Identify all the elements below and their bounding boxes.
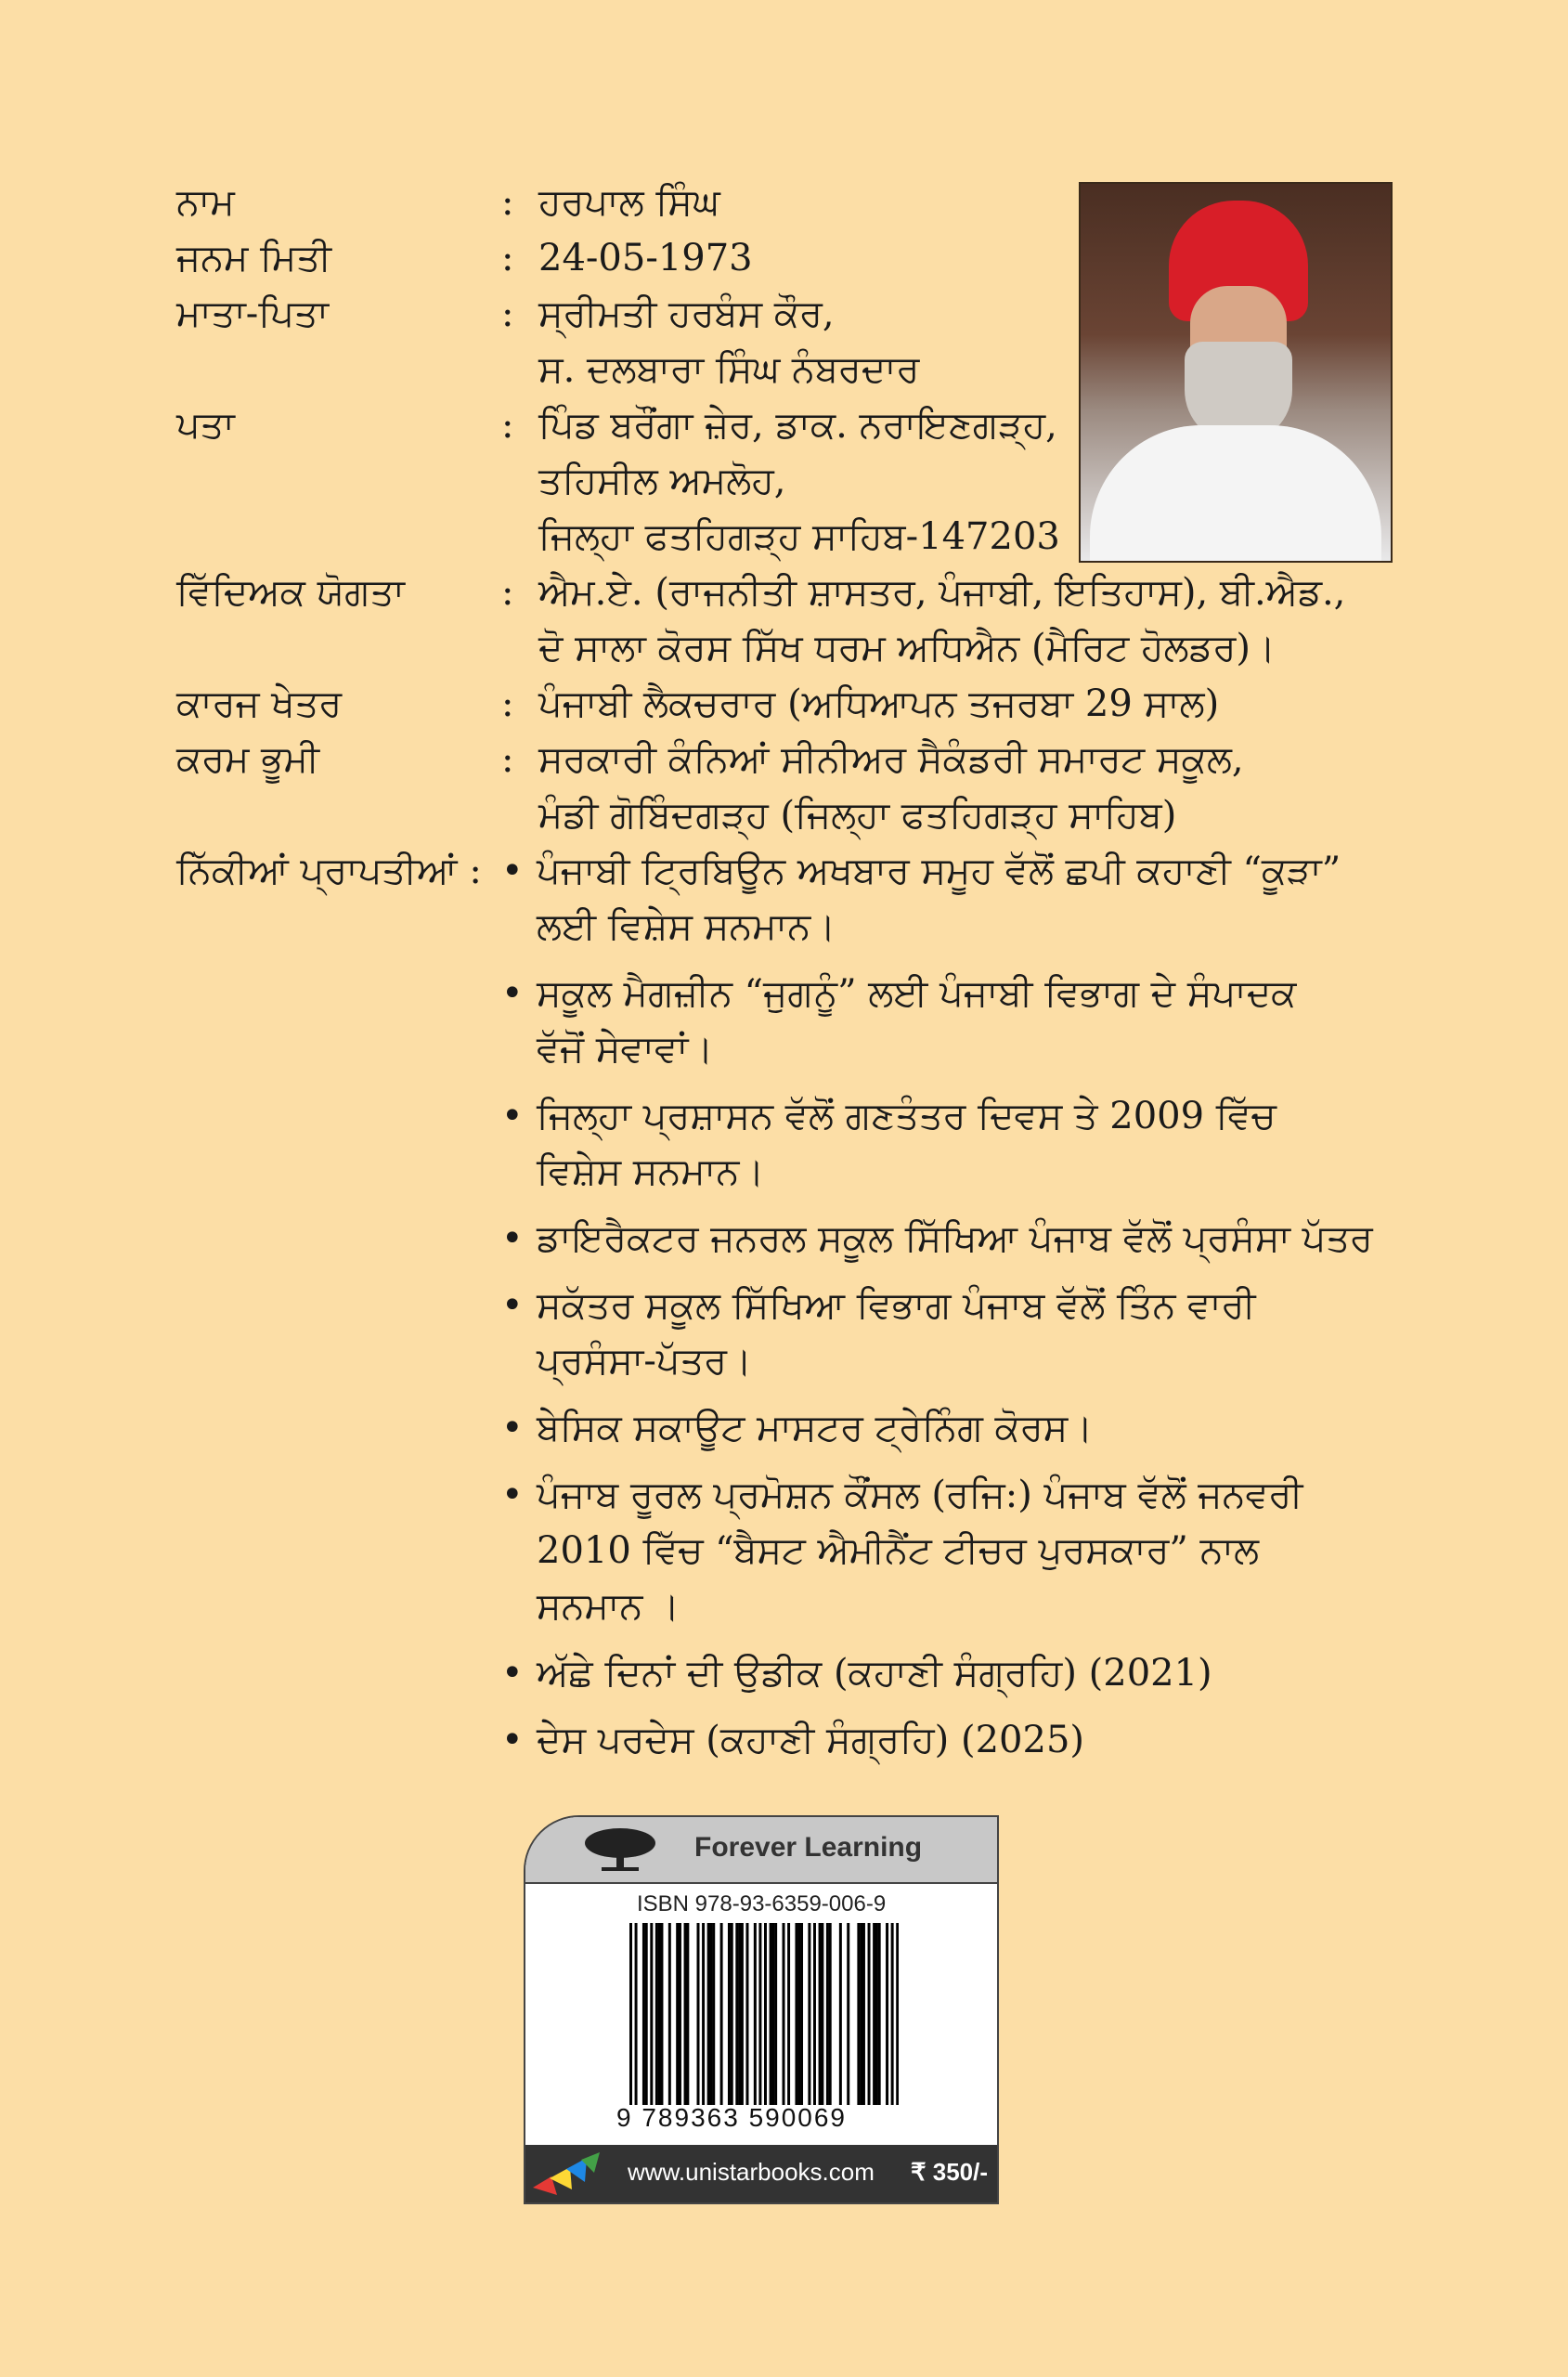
achievement-item bbox=[501, 1645, 1393, 1701]
achievement-line: ਪ੍ਰਸੰਸਾ-ਪੱਤਰ। bbox=[537, 1340, 752, 1383]
barcode-bar bbox=[795, 1923, 797, 2105]
isbn-barcode-box bbox=[524, 1815, 999, 2204]
barcode-header bbox=[525, 1817, 997, 1884]
barcode-footer bbox=[525, 2145, 997, 2202]
barcode-bar bbox=[707, 1923, 710, 2105]
barcode-bar bbox=[635, 1923, 638, 2105]
achievement-line: ਬੇਸਿਕ ਸਕਾਊਟ ਮਾਸਟਰ ਟ੍ਰੇਨਿੰਗ ਕੋਰਸ। bbox=[537, 1407, 1094, 1449]
colon: : bbox=[501, 571, 514, 614]
education-line: ਦੋ ਸਾਲਾ ਕੋਰਸ ਸਿੱਖ ਧਰਮ ਅਧਿਐਨ (ਮੈਰਿਟ ਹੋਲਡਰ)। bbox=[538, 627, 1276, 669]
barcode-bar bbox=[754, 1923, 757, 2105]
barcode-bar bbox=[774, 1923, 777, 2105]
barcode-bar bbox=[642, 1923, 645, 2105]
barcode-bars bbox=[629, 1923, 899, 2105]
tree-icon bbox=[583, 1826, 657, 1873]
workplace-line: ਸਰਕਾਰੀ ਕੰਨਿਆਂ ਸੀਨੀਅਰ ਸੈਕੰਡਰੀ ਸਮਾਰਟ ਸਕੂਲ, bbox=[538, 738, 1244, 781]
barcode-bar bbox=[709, 1923, 712, 2105]
address-line: ਤਹਿਸੀਲ ਅਮਲੋਹ, bbox=[538, 460, 786, 502]
achievement-item bbox=[501, 1278, 1393, 1389]
achievement-item bbox=[501, 966, 1393, 1077]
education-line: ਐਮ.ਏ. (ਰਾਜਨੀਤੀ ਸ਼ਾਸਤਰ, ਪੰਜਾਬੀ, ਇਤਿਹਾਸ), ਬੀ.ਐਡ., bbox=[538, 571, 1346, 614]
bio-row-work bbox=[176, 676, 1402, 732]
barcode-bar bbox=[813, 1923, 816, 2105]
education-label: ਵਿੱਦਿਅਕ ਯੋਗਤਾ bbox=[176, 571, 405, 614]
work-value: ਪੰਜਾਬੀ ਲੈਕਚਰਾਰ (ਅਧਿਆਪਨ ਤਜਰਬਾ 29 ਸਾਲ) bbox=[538, 682, 1220, 725]
dob-label: ਜਨਮ ਮਿਤੀ bbox=[176, 237, 331, 279]
achievement-item bbox=[501, 1088, 1393, 1200]
achievement-line: ਪੰਜਾਬੀ ਟ੍ਰਿਬਿਊਨ ਅਖਬਾਰ ਸਮੂਹ ਵੱਲੋਂ ਛਪੀ ਕਹਾਣੀ “ਕੂੜਾ” bbox=[537, 850, 1341, 892]
bullet-icon: • bbox=[501, 1217, 524, 1260]
barcode-bar bbox=[783, 1923, 785, 2105]
name-label: ਨਾਮ bbox=[176, 181, 235, 224]
achievement-line: ਸਨਮਾਨ । bbox=[537, 1585, 680, 1628]
barcode-bar bbox=[679, 1923, 681, 2105]
barcode-bar bbox=[764, 1923, 767, 2105]
address-line: ਪਿੰਡ ਬਰੌਂਗਾ ਜ਼ੇਰ, ਡਾਕ. ਨਰਾਇਣਗੜ੍ਹ, bbox=[538, 404, 1057, 447]
bullet-icon: • bbox=[501, 850, 524, 892]
achievement-line: ਅੱਛੇ ਦਿਨਾਂ ਦੀ ਉਡੀਕ (ਕਹਾਣੀ ਸੰਗ੍ਰਹਿ) (2021) bbox=[537, 1652, 1212, 1695]
isbn-text: ISBN 978-93-6359-006-9 bbox=[637, 1891, 887, 1916]
barcode-bar bbox=[686, 1923, 689, 2105]
parents-line: ਸ੍ਰੀਮਤੀ ਹਰਬੰਸ ਕੌਰ, bbox=[538, 292, 835, 335]
barcode-bar bbox=[847, 1923, 849, 2105]
barcode-bar bbox=[771, 1923, 774, 2105]
barcode-bar bbox=[758, 1923, 761, 2105]
achievement-line: ਪੰਜਾਬ ਰੂਰਲ ਪ੍ਰਮੋਸ਼ਨ ਕੌਂਸਲ (ਰਜਿ:) ਪੰਜਾਬ ਵੱਲੋਂ ਜਨਵਰੀ bbox=[537, 1474, 1303, 1516]
publisher-website: www.unistarbooks.com bbox=[628, 2158, 875, 2186]
barcode-bar bbox=[873, 1923, 875, 2105]
bullet-icon: • bbox=[501, 1474, 524, 1516]
achievement-line: 2010 ਵਿੱਚ “ਬੈਸਟ ਐਮੀਨੈਂਟ ਟੀਚਰ ਪੁਰਸਕਾਰ” ਨਾਲ bbox=[537, 1529, 1260, 1572]
achievement-line: ਸਕੱਤਰ ਸਕੂਲ ਸਿੱਖਿਆ ਵਿਭਾਗ ਪੰਜਾਬ ਵੱਲੋਂ ਤਿੰਨ ਵਾਰੀ bbox=[537, 1284, 1256, 1327]
barcode-bar bbox=[650, 1923, 653, 2105]
barcode-bar bbox=[655, 1923, 658, 2105]
barcode-bar bbox=[745, 1923, 748, 2105]
barcode-bar bbox=[658, 1923, 661, 2105]
barcode-bar bbox=[826, 1923, 829, 2105]
barcode-bar bbox=[886, 1923, 888, 2105]
achievement-item bbox=[501, 1467, 1393, 1634]
achievement-item bbox=[501, 1400, 1393, 1456]
achievement-line: ਡਾਇਰੈਕਟਰ ਜਨਰਲ ਸਕੂਲ ਸਿੱਖਿਆ ਪੰਜਾਬ ਵੱਲੋਂ ਪ੍ਰਸੰਸਾ ਪੱਤਰ bbox=[537, 1217, 1373, 1260]
achievement-line: ਲਈ ਵਿਸ਼ੇਸ ਸਨਮਾਨ। bbox=[537, 905, 836, 948]
bullet-icon: • bbox=[501, 972, 524, 1015]
barcode-bar bbox=[702, 1923, 705, 2105]
colon: : bbox=[501, 292, 514, 335]
barcode-bar bbox=[860, 1923, 862, 2105]
barcode-bar bbox=[697, 1923, 700, 2105]
shirt-shape bbox=[1090, 425, 1381, 563]
achievements-list bbox=[501, 843, 1393, 1779]
achievement-line: ਦੇਸ ਪਰਦੇਸ (ਕਹਾਣੀ ਸੰਗ੍ਰਹਿ) (2025) bbox=[537, 1719, 1084, 1761]
bio-row-achievements bbox=[176, 843, 1402, 1779]
barcode-bar bbox=[839, 1923, 842, 2105]
price-label: ₹ 350/- bbox=[910, 2158, 988, 2186]
bullet-icon: • bbox=[501, 1095, 524, 1137]
barcode-bar bbox=[862, 1923, 865, 2105]
achievement-line: ਵੱਜੋਂ ਸੇਵਾਵਾਂ। bbox=[537, 1028, 714, 1071]
colon: : bbox=[501, 682, 514, 725]
author-photo bbox=[1079, 182, 1393, 563]
bullet-icon: • bbox=[501, 1407, 524, 1449]
publisher-logo-icon bbox=[529, 2150, 603, 2199]
workplace-line: ਮੰਡੀ ਗੋਬਿੰਦਗੜ੍ਹ (ਜਿਲ੍ਹਾ ਫਤਹਿਗੜ੍ਹ ਸਾਹਿਬ) bbox=[538, 794, 1177, 837]
colon: : bbox=[501, 237, 514, 279]
barcode-bar bbox=[821, 1923, 823, 2105]
achievement-item bbox=[501, 1211, 1393, 1266]
parents-line: ਸ. ਦਲਬਾਰਾ ਸਿੰਘ ਨੰਬਰਦਾਰ bbox=[538, 348, 920, 391]
bullet-icon: • bbox=[501, 1719, 524, 1761]
barcode-bar bbox=[891, 1923, 894, 2105]
barcode-bar bbox=[728, 1923, 731, 2105]
achievement-line: ਵਿਸ਼ੇਸ ਸਨਮਾਨ। bbox=[537, 1150, 765, 1193]
work-label: ਕਾਰਜ ਖੇਤਰ bbox=[176, 682, 343, 725]
barcode-bar bbox=[731, 1923, 733, 2105]
barcode-bar bbox=[738, 1923, 741, 2105]
achievement-line: ਸਕੂਲ ਮੈਗਜ਼ੀਨ “ਜੁਗਨੂੰ” ਲਈ ਪੰਜਾਬੀ ਵਿਭਾਗ ਦੇ ਸੰਪਾਦਕ bbox=[537, 972, 1297, 1015]
dob-value: 24-05-1973 bbox=[538, 237, 753, 279]
barcode-bar bbox=[660, 1923, 663, 2105]
barcode-bar bbox=[868, 1923, 871, 2105]
colon: : bbox=[501, 404, 514, 447]
barcode-bar bbox=[819, 1923, 822, 2105]
parents-label: ਮਾਤਾ-ਪਿਤਾ bbox=[176, 292, 330, 335]
achievement-line: ਜਿਲ੍ਹਾ ਪ੍ਰਸ਼ਾਸਨ ਵੱਲੋਂ ਗਣਤੰਤਰ ਦਿਵਸ ਤੇ 2009 ਵਿੱਚ bbox=[537, 1095, 1276, 1137]
barcode-bar bbox=[857, 1923, 860, 2105]
address-label: ਪਤਾ bbox=[176, 404, 235, 447]
barcode-bar bbox=[800, 1923, 803, 2105]
barcode-bar bbox=[720, 1923, 723, 2105]
barcode-bar bbox=[875, 1923, 878, 2105]
barcode-bar bbox=[735, 1923, 738, 2105]
publisher-tagline: Forever Learning bbox=[694, 1832, 923, 1863]
barcode-bar bbox=[829, 1923, 832, 2105]
barcode-bar bbox=[808, 1923, 810, 2105]
barcode-digits: 9 789363 590069 bbox=[616, 2103, 847, 2132]
workplace-label: ਕਰਮ ਭੂਮੀ bbox=[176, 738, 319, 781]
colon: : bbox=[501, 181, 514, 224]
achievements-label: ਨਿੱਕੀਆਂ ਪ੍ਰਾਪਤੀਆਂ : bbox=[176, 850, 482, 892]
bullet-icon: • bbox=[501, 1284, 524, 1327]
barcode-bar bbox=[668, 1923, 671, 2105]
achievement-item bbox=[501, 1712, 1393, 1768]
colon: : bbox=[501, 738, 514, 781]
name-value: ਹਰਪਾਲ ਸਿੰਘ bbox=[538, 181, 720, 224]
bullet-icon: • bbox=[501, 1652, 524, 1695]
barcode-bar bbox=[770, 1923, 772, 2105]
achievement-item bbox=[501, 843, 1393, 955]
barcode-bar bbox=[676, 1923, 679, 2105]
barcode-bar bbox=[684, 1923, 687, 2105]
bio-row-education bbox=[176, 565, 1402, 676]
barcode-bar bbox=[787, 1923, 790, 2105]
barcode-bar bbox=[741, 1923, 744, 2105]
barcode-bar bbox=[878, 1923, 881, 2105]
barcode-bar bbox=[896, 1923, 899, 2105]
address-line: ਜਿਲ੍ਹਾ ਫਤਹਿਗੜ੍ਹ ਸਾਹਿਬ-147203 bbox=[538, 515, 1060, 558]
barcode-bar bbox=[797, 1923, 800, 2105]
barcode-bar bbox=[645, 1923, 648, 2105]
barcode-bar bbox=[629, 1923, 632, 2105]
barcode-bar bbox=[712, 1923, 715, 2105]
bio-row-workplace bbox=[176, 732, 1402, 843]
